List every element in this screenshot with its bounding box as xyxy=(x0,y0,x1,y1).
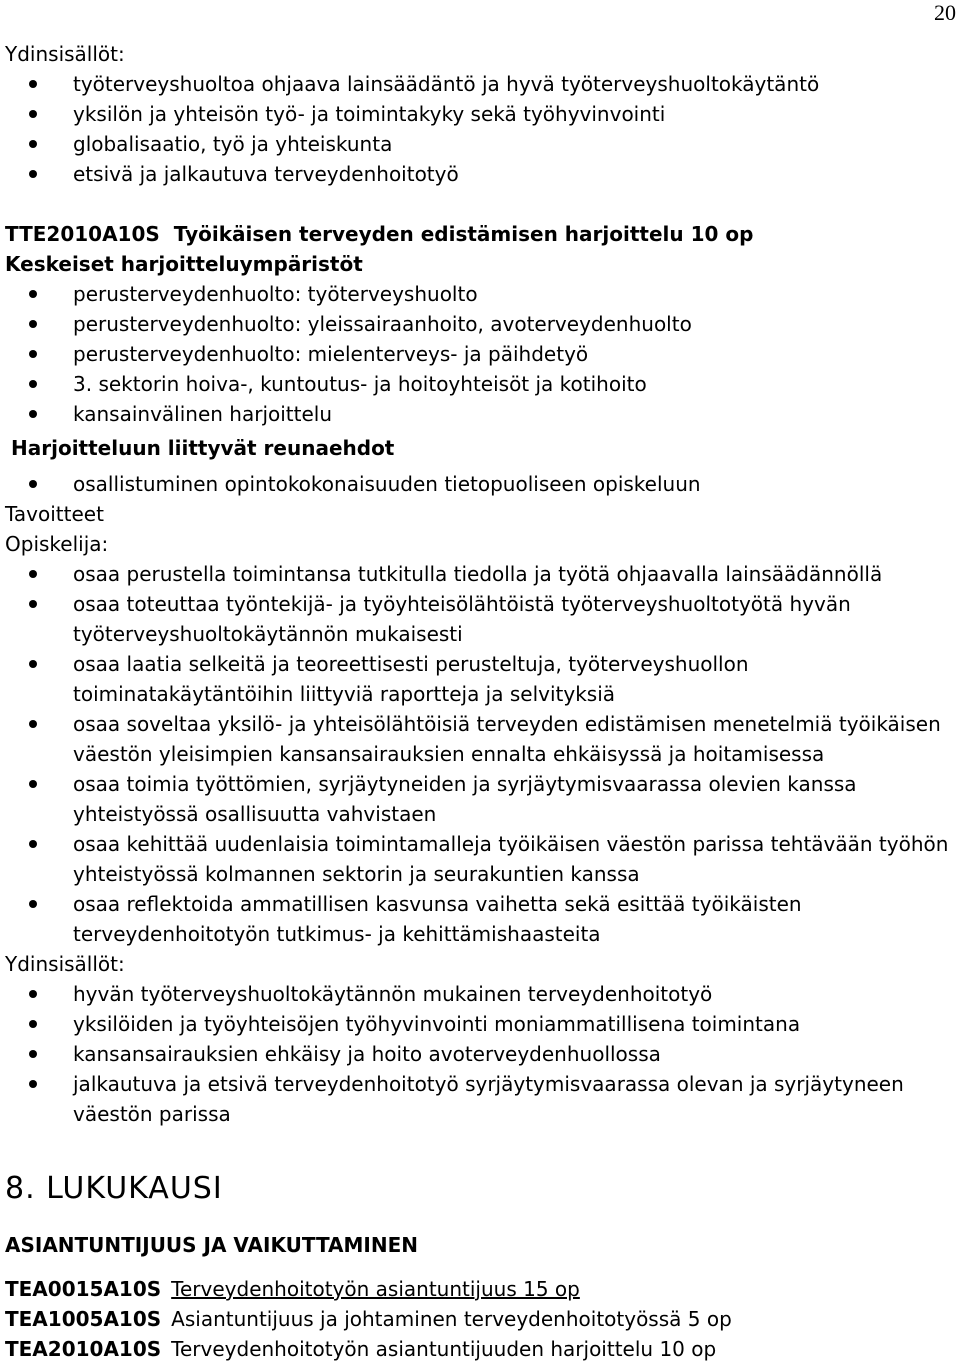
list-item-text: osaa reflektoida ammatillisen kasvunsa vaihetta sekä esittää työikäisten terveydenhoitotyön tutkimus- ja kehittämishaasteita xyxy=(73,892,802,946)
goals-heading: Tavoitteet xyxy=(5,502,104,526)
bullet-icon xyxy=(29,80,37,88)
list-item xyxy=(5,709,955,769)
list-item-text: hyvän työterveyshuoltokäytännön mukainen terveydenhoitotyö xyxy=(73,982,713,1006)
list-item-text: osaa toteuttaa työntekijä- ja työyhteisölähtöistä työterveyshuoltotyötä hyvän työterveyshuoltokäytännön mukaisesti xyxy=(73,592,851,646)
list-item xyxy=(5,279,955,309)
list-item-text: yksilön ja yhteisön työ- ja toimintakyky sekä työhyvinvointi xyxy=(73,102,666,126)
bullet-icon xyxy=(29,900,37,908)
bullet-icon xyxy=(29,480,37,488)
list-item-text: osaa soveltaa yksilö- ja yhteisölähtöisiä terveyden edistämisen menetelmiä työikäisen väestön yleisimpien kansansairauksien ennalta ehkäisyssä ja hoitamisessa xyxy=(73,712,941,766)
course-line xyxy=(5,1304,955,1334)
list-item xyxy=(5,309,955,339)
course-code: TEA0015A10S xyxy=(5,1277,162,1301)
course-name: Terveydenhoitotyön asiantuntijuuden harjoittelu 10 op xyxy=(171,1337,717,1361)
list-item-text: etsivä ja jalkautuva terveydenhoitotyö xyxy=(73,162,459,186)
list-item-text: työterveyshuoltoa ohjaava lainsäädäntö ja hyvä työterveyshuoltokäytäntö xyxy=(73,72,820,96)
conditions-heading: Harjoitteluun liittyvät reunaehdot xyxy=(11,436,395,460)
bullet-icon xyxy=(29,600,37,608)
core-content-list xyxy=(5,69,955,189)
course-name: Työikäisen terveyden edistämisen harjoittelu 10 op xyxy=(173,222,754,246)
course-line xyxy=(5,1274,955,1304)
list-item-text: perusterveydenhuolto: työterveyshuolto xyxy=(73,282,478,306)
bullet-icon xyxy=(29,1020,37,1028)
semester-theme: ASIANTUNTIJUUS JA VAIKUTTAMINEN xyxy=(5,1233,418,1257)
environments-list xyxy=(5,279,955,429)
list-item-text: jalkautuva ja etsivä terveydenhoitotyö syrjäytymisvaarassa olevan ja syrjäytyneen väestön parissa xyxy=(73,1072,904,1126)
environments-heading: Keskeiset harjoitteluympäristöt xyxy=(5,252,363,276)
course-title xyxy=(5,219,955,249)
core-content-list-2 xyxy=(5,979,955,1129)
goals-list xyxy=(5,559,955,949)
list-item xyxy=(5,559,955,589)
list-item xyxy=(5,159,955,189)
list-item-text: kansainvälinen harjoittelu xyxy=(73,402,333,426)
list-item xyxy=(5,1009,955,1039)
list-item-text: 3. sektorin hoiva-, kuntoutus- ja hoitoyhteisöt ja kotihoito xyxy=(73,372,647,396)
semester-title: 8. LUKUKAUSI xyxy=(5,1171,223,1206)
bullet-icon xyxy=(29,660,37,668)
bullet-icon xyxy=(29,780,37,788)
course-code: TEA1005A10S xyxy=(5,1307,162,1331)
list-item-text: yksilöiden ja työyhteisöjen työhyvinvointi moniammatillisena toimintana xyxy=(73,1012,801,1036)
bullet-icon xyxy=(29,170,37,178)
list-item-text: osaa perustella toimintansa tutkitulla tiedolla ja työtä ohjaavalla lainsäädännöllä xyxy=(73,562,883,586)
list-item xyxy=(5,339,955,369)
bullet-icon xyxy=(29,350,37,358)
student-label: Opiskelija: xyxy=(5,532,109,556)
list-item xyxy=(5,979,955,1009)
list-item-text: perusterveydenhuolto: mielenterveys- ja päihdetyö xyxy=(73,342,589,366)
course-code: TEA2010A10S xyxy=(5,1337,162,1361)
list-item xyxy=(5,399,955,429)
list-item-text: osaa laatia selkeitä ja teoreettisesti perusteltuja, työterveyshuollon toiminatakäytäntöihin liittyviä raportteja ja selvityksiä xyxy=(73,652,749,706)
document-body xyxy=(5,39,955,1364)
bullet-icon xyxy=(29,840,37,848)
bullet-icon xyxy=(29,320,37,328)
course-line xyxy=(5,1334,955,1364)
bullet-icon xyxy=(29,380,37,388)
list-item-text: globalisaatio, työ ja yhteiskunta xyxy=(73,132,393,156)
bullet-icon xyxy=(29,990,37,998)
conditions-list xyxy=(5,469,955,499)
bullet-icon xyxy=(29,110,37,118)
course-code: TTE2010A10S xyxy=(5,222,160,246)
course-name-link[interactable]: Terveydenhoitotyön asiantuntijuus 15 op xyxy=(171,1277,580,1301)
list-item-text: osallistuminen opintokokonaisuuden tietopuoliseen opiskeluun xyxy=(73,472,701,496)
course-name: Asiantuntijuus ja johtaminen terveydenhoitotyössä 5 op xyxy=(171,1307,732,1331)
list-item xyxy=(5,129,955,159)
list-item xyxy=(5,69,955,99)
core-content-heading-2: Ydinsisällöt: xyxy=(5,952,125,976)
page-number: 20 xyxy=(934,0,956,25)
list-item xyxy=(5,889,955,949)
bullet-icon xyxy=(29,570,37,578)
bullet-icon xyxy=(29,290,37,298)
list-item xyxy=(5,589,955,649)
bullet-icon xyxy=(29,410,37,418)
core-content-heading: Ydinsisällöt: xyxy=(5,42,125,66)
list-item-text: kansansairauksien ehkäisy ja hoito avoterveydenhuollossa xyxy=(73,1042,661,1066)
list-item xyxy=(5,99,955,129)
list-item xyxy=(5,1069,955,1129)
bullet-icon xyxy=(29,1050,37,1058)
list-item xyxy=(5,769,955,829)
list-item xyxy=(5,1039,955,1069)
list-item-text: osaa kehittää uudenlaisia toimintamalleja työikäisen väestön parissa tehtävään työhön yhteistyössä kolmannen sektorin ja seurakuntien kanssa xyxy=(73,832,949,886)
list-item-text: osaa toimia työttömien, syrjäytyneiden ja syrjäytymisvaarassa olevien kanssa yhteistyössä osallisuutta vahvistaen xyxy=(73,772,857,826)
list-item xyxy=(5,649,955,709)
list-item-text: perusterveydenhuolto: yleissairaanhoito, avoterveydenhuolto xyxy=(73,312,692,336)
bullet-icon xyxy=(29,140,37,148)
list-item xyxy=(5,369,955,399)
bullet-icon xyxy=(29,1080,37,1088)
list-item xyxy=(5,829,955,889)
list-item xyxy=(5,469,955,499)
bullet-icon xyxy=(29,720,37,728)
